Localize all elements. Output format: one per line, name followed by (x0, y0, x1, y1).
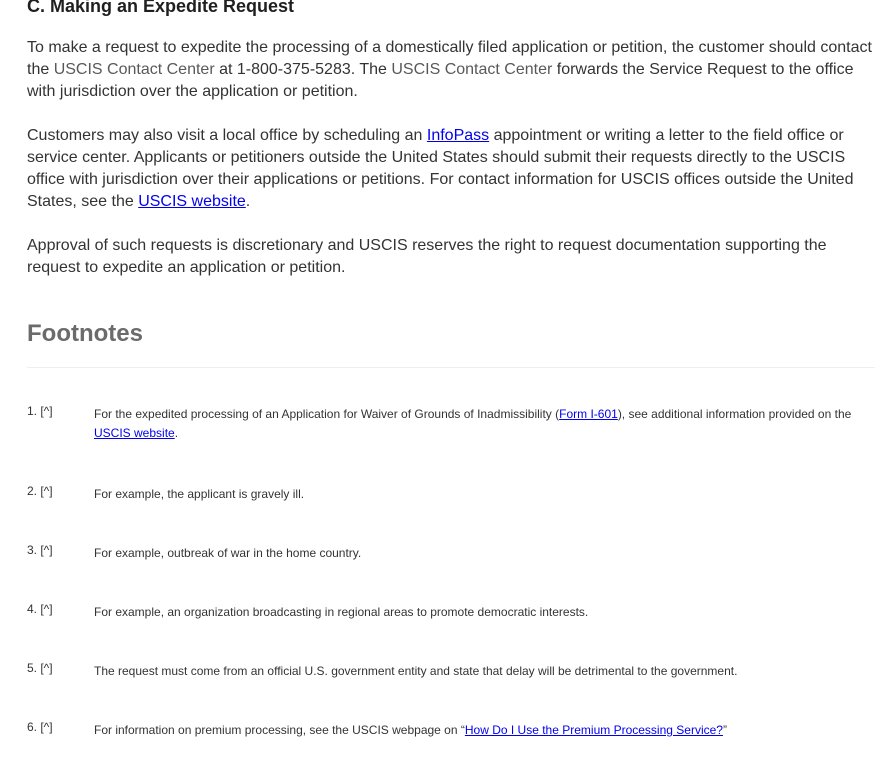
footnote-6-text (94, 721, 854, 740)
text: . (174, 426, 179, 440)
footnote-uscis-website-link[interactable]: USCIS website (94, 426, 175, 440)
text: To make a request to expedite the processing of a domestically filed application or petition, the customer should contact the (27, 39, 872, 78)
text: Customers may also visit a local office by scheduling an (27, 127, 427, 144)
text: ), see additional information provided on the (617, 407, 852, 421)
footnote-4-backlink[interactable]: 4. [^] (27, 602, 53, 616)
paragraph-approval: Approval of such requests is discretionary and USCIS reserves the right to request documentation supporting the request to expedite an application or petition. (27, 237, 827, 276)
text: ” (722, 723, 727, 737)
contact-center-text-2: USCIS Contact Center (391, 61, 553, 78)
paragraph-contact-center (27, 37, 875, 103)
paragraph-local-office (27, 125, 875, 213)
footnote-3-text: For example, outbreak of war in the home country. (94, 546, 362, 560)
footnote-2-text: For example, the applicant is gravely ill. (94, 487, 305, 501)
text: appointment or writing a letter to the field office or service center. Applicants or petitioners outside the United States should submit their requests directly to the USCIS office with jurisdiction over their applications or petitions. For contact information for USCIS offices outside the United States, see the (27, 127, 854, 210)
footnote-4-text: For example, an organization broadcasting in regional areas to promote democratic interests. (94, 605, 589, 619)
section-heading: C. Making an Expedite Request (27, 0, 295, 16)
contact-center-text: USCIS Contact Center (53, 61, 215, 78)
footnote-6-backlink[interactable]: 6. [^] (27, 720, 53, 734)
footnotes-heading: Footnotes (27, 320, 143, 347)
footnote-3-backlink[interactable]: 3. [^] (27, 543, 53, 557)
footnote-5-text: The request must come from an official U.S. government entity and state that delay will be detrimental to the government. (94, 664, 738, 678)
divider (27, 367, 875, 368)
footnote-1-backlink[interactable]: 1. [^] (27, 404, 53, 418)
text: forwards the Service Request to the office with jurisdiction over the application or petition. (27, 61, 854, 100)
form-i601-link[interactable]: Form I-601 (559, 407, 618, 421)
infopass-link[interactable]: InfoPass (426, 127, 490, 144)
text: For information on premium processing, see the USCIS webpage on “ (94, 723, 465, 737)
text: . (245, 193, 251, 210)
text: at 1-800-375-5283. The (214, 61, 392, 78)
footnote-5-backlink[interactable]: 5. [^] (27, 661, 53, 675)
uscis-website-link[interactable]: USCIS website (138, 193, 246, 210)
footnote-1-text (94, 405, 854, 443)
text: For the expedited processing of an Application for Waiver of Grounds of Inadmissibility ( (94, 407, 560, 421)
premium-processing-link[interactable]: How Do I Use the Premium Processing Service? (464, 723, 723, 737)
footnote-2-backlink[interactable]: 2. [^] (27, 484, 53, 498)
